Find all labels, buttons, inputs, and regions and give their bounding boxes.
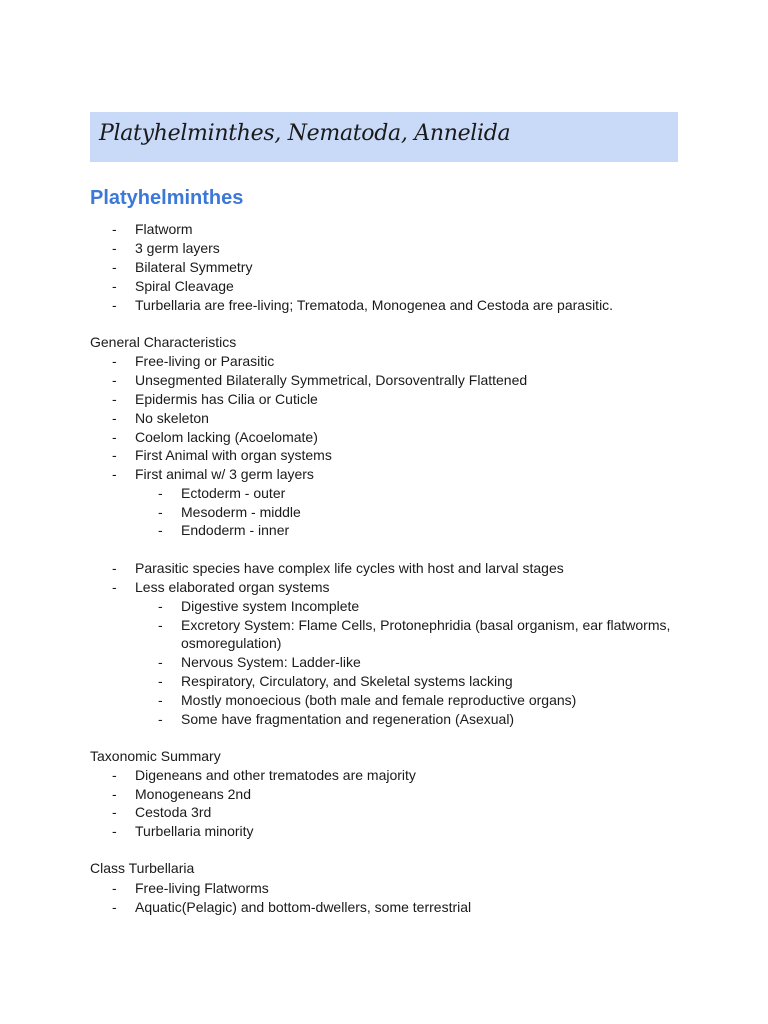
subsection-label: General Characteristics [90,334,237,350]
subsection-label: Taxonomic Summary [90,748,221,764]
list-item: Flatworm [135,221,193,237]
list-bullet: - [112,353,117,369]
list-item: Monogeneans 2nd [135,786,251,802]
title-banner [90,112,678,162]
list-bullet: - [112,767,117,783]
list-item: First animal w/ 3 germ layers [135,466,314,482]
sub-list-item: Some have fragmentation and regeneration (Asexual) [181,711,515,727]
list-item: Spiral Cleavage [135,278,234,294]
list-item: No skeleton [135,410,209,426]
list-bullet: - [158,485,163,501]
list-bullet: - [112,579,117,595]
list-bullet: - [158,711,163,727]
list-item: Free-living or Parasitic [135,353,275,369]
list-bullet: - [158,673,163,689]
list-bullet: - [158,598,163,614]
list-bullet: - [112,466,117,482]
sub-list-item-continuation: osmoregulation) [181,635,282,651]
list-item: Parasitic species have complex life cycles with host and larval stages [135,560,564,576]
list-item: Aquatic(Pelagic) and bottom-dwellers, some terrestrial [135,899,472,915]
list-bullet: - [158,617,163,633]
list-item: Bilateral Symmetry [135,259,253,275]
list-bullet: - [112,447,117,463]
list-bullet: - [112,259,117,275]
list-bullet: - [112,786,117,802]
list-bullet: - [158,522,163,538]
list-bullet: - [158,654,163,670]
list-item: 3 germ layers [135,240,220,256]
list-bullet: - [112,804,117,820]
sub-list-item: Mesoderm - middle [181,504,301,520]
list-item: Cestoda 3rd [135,804,212,820]
sub-list-item: Ectoderm - outer [181,485,286,501]
list-bullet: - [112,372,117,388]
list-bullet: - [112,297,117,313]
list-item: Turbellaria are free-living; Trematoda, Monogenea and Cestoda are parasitic. [135,297,614,313]
list-bullet: - [112,410,117,426]
list-bullet: - [112,278,117,294]
subsection-label: Class Turbellaria [90,860,195,876]
list-item: Digeneans and other trematodes are majority [135,767,416,783]
list-bullet: - [158,504,163,520]
page-title: Platyhelminthes, Nematoda, Annelida [99,121,511,146]
list-bullet: - [112,560,117,576]
list-bullet: - [112,240,117,256]
sub-list-item: Digestive system Incomplete [181,598,360,614]
list-item: Epidermis has Cilia or Cuticle [135,391,318,407]
list-item: Turbellaria minority [135,823,254,839]
list-bullet: - [112,391,117,407]
list-bullet: - [112,899,117,915]
sub-list-item: Endoderm - inner [181,522,290,538]
list-item: Coelom lacking (Acoelomate) [135,429,318,445]
section-heading: Platyhelminthes [90,187,244,209]
list-item: First Animal with organ systems [135,447,332,463]
sub-list-item: Respiratory, Circulatory, and Skeletal systems lacking [181,673,513,689]
list-bullet: - [112,221,117,237]
list-item: Unsegmented Bilaterally Symmetrical, Dorsoventrally Flattened [135,372,528,388]
list-bullet: - [112,880,117,896]
list-bullet: - [158,692,163,708]
sub-list-item: Excretory System: Flame Cells, Protonephridia (basal organism, ear flatworms, [181,617,671,633]
list-item: Free-living Flatworms [135,880,269,896]
list-bullet: - [112,823,117,839]
list-item: Less elaborated organ systems [135,579,330,595]
sub-list-item: Mostly monoecious (both male and female reproductive organs) [181,692,577,708]
sub-list-item: Nervous System: Ladder-like [181,654,361,670]
list-bullet: - [112,429,117,445]
